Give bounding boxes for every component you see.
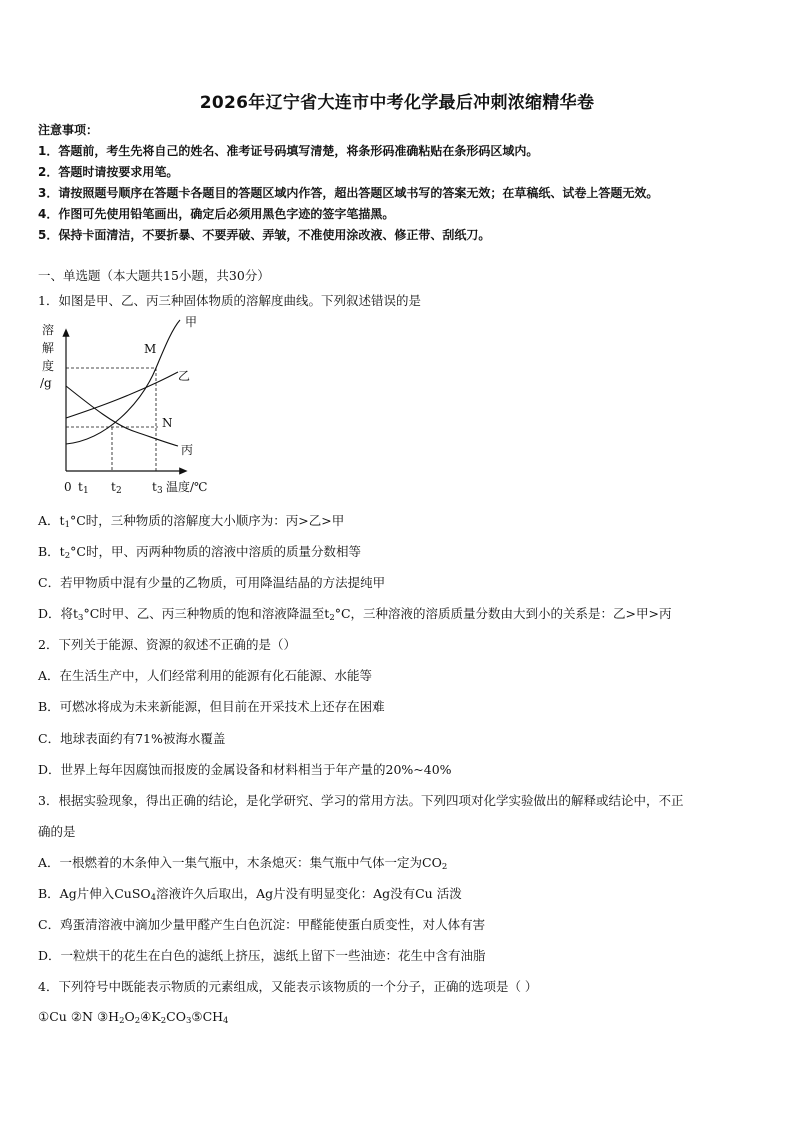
q4-o5-text: ⑤CH	[191, 1009, 224, 1024]
q3-b-text-2: 溶液许久后取出，Ag片没有明显变化：Ag没有Cu 活泼	[156, 886, 462, 901]
q3-a-text: A．一根燃着的木条伸入一集气瓶中，木条熄灭：集气瓶中气体一定为CO	[38, 855, 442, 870]
q2-stem: 2．下列关于能源、资源的叙述不正确的是（）	[38, 637, 296, 652]
notice-item-1: 1．答题前，考生先将自己的姓名、准考证号码填写清楚，将条形码准确粘贴在条形码区域内。	[38, 144, 539, 158]
y-label-4: /g	[40, 376, 52, 390]
q3-stem-line-1: 3．根据实验现象，得出正确的结论，是化学研究、学习的常用方法。下列四项对化学实验做出的解释或结论中，不正	[38, 793, 684, 808]
q4-o3-sub-2: 2	[134, 1016, 141, 1026]
x-label: 温度/℃	[166, 480, 208, 494]
x-t2-sub: 2	[116, 486, 122, 496]
q3-option-a	[38, 853, 447, 872]
q4-stem: 4．下列符号中既能表示物质的元素组成，又能表示该物质的一个分子，正确的选项是（ ）	[38, 979, 538, 994]
q3-a-sub: 2	[441, 862, 448, 872]
q1-d-sub: 3	[78, 613, 84, 623]
x-t2: t	[111, 480, 116, 494]
q1-option-a	[38, 511, 344, 530]
q1-d-text: D．将t	[38, 606, 79, 621]
q1-b-text-2: °C时，甲、丙两种物质的溶液中溶质的质量分数相等	[70, 544, 361, 559]
x-t3: t	[152, 480, 157, 494]
q1-d-sub-2: 2	[329, 613, 335, 623]
notice-item-3: 3．请按照题号顺序在答题卡各题目的答题区域内作答，超出答题区域书写的答案无效；在草稿纸、试卷上答题无效。	[38, 186, 659, 200]
label-bing: 丙	[181, 443, 194, 457]
q3-stem-line-2: 确的是	[38, 824, 76, 839]
q2-option-b: B．可燃冰将成为未来新能源，但目前在开采技术上还存在困难	[38, 699, 385, 714]
q3-option-c: C．鸡蛋清溶液中滴加少量甲醛产生白色沉淀：甲醛能使蛋白质变性，对人体有害	[38, 917, 486, 932]
q4-option-5	[191, 1009, 228, 1024]
x-t1-sub: 1	[83, 486, 89, 496]
q1-a-text-2: °C时，三种物质的溶解度大小顺序为：丙>乙>甲	[69, 513, 345, 528]
q1-a-text: A．t	[38, 513, 65, 528]
q3-b-text: B．Ag片伸入CuSO	[38, 886, 151, 901]
x-origin: 0	[64, 480, 72, 494]
q4-o4-sub-2: 3	[185, 1016, 192, 1026]
q1-b-sub: 2	[64, 551, 71, 561]
q3-b-sub: 4	[150, 893, 157, 903]
label-n: N	[162, 416, 173, 430]
page-title: 2026年辽宁省大连市中考化学最后冲刺浓缩精华卷	[199, 93, 595, 113]
q4-o3-text-2: O	[124, 1009, 135, 1024]
q2-option-c: C．地球表面约有71%被海水覆盖	[38, 731, 226, 746]
q4-o4-text: ④K	[140, 1009, 161, 1024]
q1-option-d	[38, 604, 672, 623]
q2-option-a: A．在生活生产中，人们经常利用的能源有化石能源、水能等	[38, 668, 373, 683]
notice-item-4: 4．作图可先使用铅笔画出，确定后必须用黑色字迹的签字笔描黑。	[38, 207, 395, 221]
curve-yi	[66, 372, 178, 418]
q4-o4-text-2: CO	[166, 1009, 186, 1024]
q4-option-2: ②N	[70, 1009, 93, 1024]
q4-o4-sub-1: 2	[160, 1016, 167, 1026]
q4-o5-sub-1: 4	[223, 1016, 229, 1026]
solubility-curve-diagram	[36, 314, 236, 500]
q3-option-d: D．一粒烘干的花生在白色的滤纸上挤压，滤纸上留下一些油迹：花生中含有油脂	[38, 948, 486, 963]
notice-item-5: 5．保持卡面清洁，不要折暴、不要弄破、弄皱，不准使用涂改液、修正带、刮纸刀。	[38, 228, 491, 242]
x-t1: t	[78, 480, 83, 494]
q4-option-4	[140, 1009, 191, 1024]
y-label-1: 溶	[42, 323, 55, 337]
q1-d-text-3: °C，三种溶液的溶质质量分数由大到小的关系是：乙>甲>丙	[334, 606, 672, 621]
label-yi: 乙	[178, 369, 191, 383]
q4-option-1: ①Cu	[38, 1009, 67, 1024]
q2-option-d: D．世界上每年因腐蚀而报废的金属设备和材料相当于年产量的20%~40%	[38, 762, 452, 777]
q3-option-b	[38, 884, 462, 903]
y-label-2: 解	[42, 341, 55, 355]
q1-option-c: C．若甲物质中混有少量的乙物质，可用降温结晶的方法提纯甲	[38, 575, 386, 590]
q1-a-sub: 1	[64, 520, 70, 530]
q4-option-3	[97, 1009, 140, 1024]
q4-options	[38, 1009, 228, 1026]
x-t3-sub: 3	[157, 486, 163, 496]
q4-o3-sub-1: 2	[119, 1016, 125, 1026]
notice-item-2: 2．答题时请按要求用笔。	[38, 165, 179, 179]
q1-d-text-2: °C时甲、乙、丙三种物质的饱和溶液降温至t	[83, 606, 330, 621]
q4-o3-text: ③H	[96, 1009, 120, 1024]
q1-option-b	[38, 542, 361, 561]
q1-b-text: B．t	[38, 544, 65, 559]
q1-stem: 1．如图是甲、乙、丙三种固体物质的溶解度曲线。下列叙述错误的是	[38, 293, 421, 308]
label-m: M	[144, 342, 157, 356]
label-jia: 甲	[185, 315, 198, 329]
section-heading: 一、单选题（本大题共15小题，共30分）	[38, 268, 270, 283]
y-label-3: 度	[42, 359, 55, 373]
notice-heading: 注意事项：	[38, 123, 99, 137]
